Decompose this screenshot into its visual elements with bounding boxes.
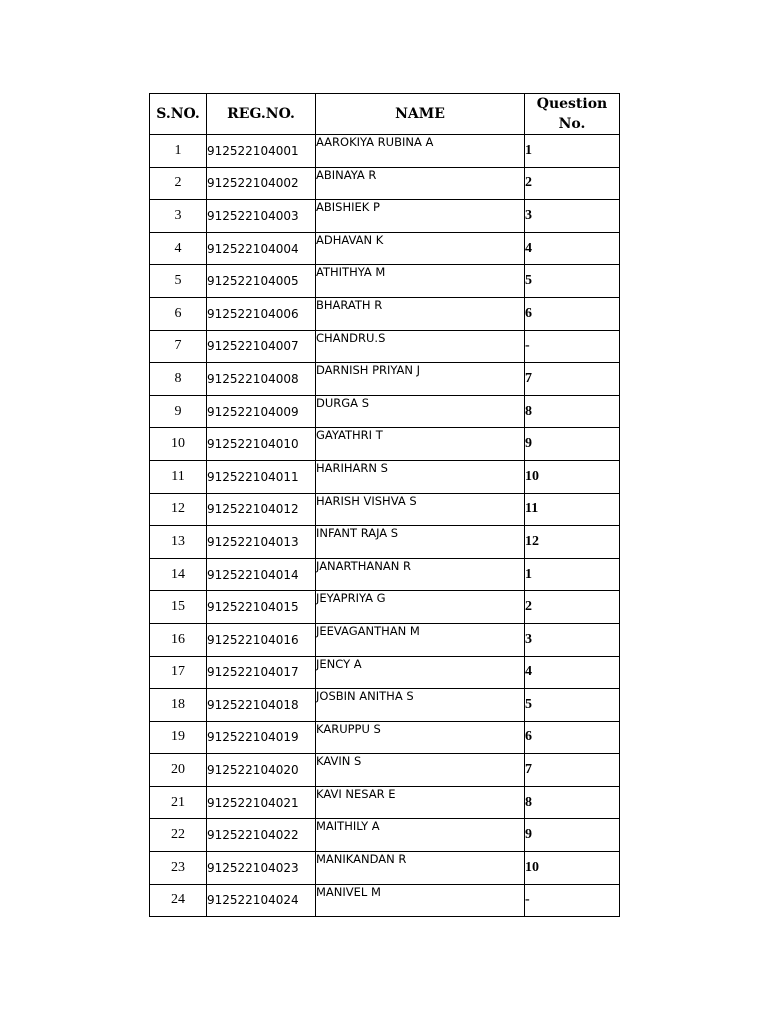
student-name-cell: HARIHARN S — [316, 460, 525, 493]
header-name: NAME — [316, 94, 525, 135]
question-number-cell: 4 — [525, 232, 620, 265]
table-header — [150, 94, 620, 135]
reg-number-cell: 912522104023 — [207, 852, 316, 885]
serial-number-cell: 4 — [150, 232, 207, 265]
student-name-cell: JENCY A — [316, 656, 525, 689]
student-name-cell: JEYAPRIYA G — [316, 591, 525, 624]
question-number-cell: - — [525, 884, 620, 917]
question-number-cell: 10 — [525, 460, 620, 493]
reg-number-cell: 912522104024 — [207, 884, 316, 917]
student-name-cell: ABISHIEK P — [316, 200, 525, 233]
serial-number-cell: 5 — [150, 265, 207, 298]
reg-number-cell: 912522104007 — [207, 330, 316, 363]
question-number-cell: 5 — [525, 689, 620, 722]
serial-number-cell: 11 — [150, 460, 207, 493]
table-row — [150, 526, 620, 559]
table-row — [150, 721, 620, 754]
serial-number-cell: 23 — [150, 852, 207, 885]
question-number-cell: 2 — [525, 167, 620, 200]
table-row — [150, 656, 620, 689]
reg-number-cell: 912522104019 — [207, 721, 316, 754]
reg-number-cell: 912522104016 — [207, 623, 316, 656]
question-number-cell: - — [525, 330, 620, 363]
table-body — [150, 135, 620, 917]
table-row — [150, 852, 620, 885]
student-name-cell: HARISH VISHVA S — [316, 493, 525, 526]
student-question-table — [149, 93, 620, 917]
header-sno: S.NO. — [150, 94, 207, 135]
serial-number-cell: 1 — [150, 135, 207, 168]
serial-number-cell: 24 — [150, 884, 207, 917]
serial-number-cell: 15 — [150, 591, 207, 624]
question-number-cell: 3 — [525, 623, 620, 656]
student-name-cell: BHARATH R — [316, 297, 525, 330]
serial-number-cell: 12 — [150, 493, 207, 526]
question-number-cell: 2 — [525, 591, 620, 624]
serial-number-cell: 3 — [150, 200, 207, 233]
question-number-cell: 9 — [525, 819, 620, 852]
serial-number-cell: 6 — [150, 297, 207, 330]
student-name-cell: MANIVEL M — [316, 884, 525, 917]
reg-number-cell: 912522104021 — [207, 786, 316, 819]
reg-number-cell: 912522104008 — [207, 363, 316, 396]
student-name-cell: MANIKANDAN R — [316, 852, 525, 885]
reg-number-cell: 912522104013 — [207, 526, 316, 559]
table-row — [150, 591, 620, 624]
question-number-cell: 9 — [525, 428, 620, 461]
header-question-no — [525, 94, 620, 135]
student-name-cell: ADHAVAN K — [316, 232, 525, 265]
student-name-cell: ABINAYA R — [316, 167, 525, 200]
reg-number-cell: 912522104003 — [207, 200, 316, 233]
student-name-cell: ATHITHYA M — [316, 265, 525, 298]
reg-number-cell: 912522104017 — [207, 656, 316, 689]
table-row — [150, 493, 620, 526]
student-name-cell: GAYATHRI T — [316, 428, 525, 461]
question-number-cell: 4 — [525, 656, 620, 689]
header-row — [150, 94, 620, 135]
serial-number-cell: 18 — [150, 689, 207, 722]
question-number-cell: 1 — [525, 558, 620, 591]
table-row — [150, 135, 620, 168]
question-number-cell: 8 — [525, 395, 620, 428]
table-row — [150, 167, 620, 200]
table-row — [150, 395, 620, 428]
header-question-no-line2: No. — [558, 116, 586, 132]
table-row — [150, 819, 620, 852]
reg-number-cell: 912522104020 — [207, 754, 316, 787]
reg-number-cell: 912522104018 — [207, 689, 316, 722]
table-row — [150, 428, 620, 461]
question-number-cell: 5 — [525, 265, 620, 298]
table-row — [150, 623, 620, 656]
table-row — [150, 232, 620, 265]
header-reg-no: REG.NO. — [207, 94, 316, 135]
reg-number-cell: 912522104011 — [207, 460, 316, 493]
serial-number-cell: 2 — [150, 167, 207, 200]
serial-number-cell: 16 — [150, 623, 207, 656]
student-name-cell: KAVIN S — [316, 754, 525, 787]
question-number-cell: 11 — [525, 493, 620, 526]
student-name-cell: INFANT RAJA S — [316, 526, 525, 559]
student-name-cell: JANARTHANAN R — [316, 558, 525, 591]
table-row — [150, 754, 620, 787]
serial-number-cell: 19 — [150, 721, 207, 754]
table-row — [150, 786, 620, 819]
student-name-cell: JEEVAGANTHAN M — [316, 623, 525, 656]
question-number-cell: 3 — [525, 200, 620, 233]
reg-number-cell: 912522104014 — [207, 558, 316, 591]
reg-number-cell: 912522104005 — [207, 265, 316, 298]
serial-number-cell: 21 — [150, 786, 207, 819]
question-number-cell: 7 — [525, 754, 620, 787]
table-row — [150, 460, 620, 493]
reg-number-cell: 912522104022 — [207, 819, 316, 852]
student-name-cell: CHANDRU.S — [316, 330, 525, 363]
table-row — [150, 200, 620, 233]
reg-number-cell: 912522104006 — [207, 297, 316, 330]
serial-number-cell: 17 — [150, 656, 207, 689]
table-row — [150, 884, 620, 917]
table-row — [150, 297, 620, 330]
serial-number-cell: 9 — [150, 395, 207, 428]
reg-number-cell: 912522104012 — [207, 493, 316, 526]
reg-number-cell: 912522104004 — [207, 232, 316, 265]
question-number-cell: 8 — [525, 786, 620, 819]
reg-number-cell: 912522104001 — [207, 135, 316, 168]
header-question-no-line1: Question — [536, 96, 608, 112]
serial-number-cell: 22 — [150, 819, 207, 852]
serial-number-cell: 14 — [150, 558, 207, 591]
table-row — [150, 265, 620, 298]
student-name-cell: JOSBIN ANITHA S — [316, 689, 525, 722]
reg-number-cell: 912522104009 — [207, 395, 316, 428]
reg-number-cell: 912522104002 — [207, 167, 316, 200]
table-row — [150, 689, 620, 722]
question-number-cell: 6 — [525, 721, 620, 754]
serial-number-cell: 8 — [150, 363, 207, 396]
serial-number-cell: 10 — [150, 428, 207, 461]
student-name-cell: KARUPPU S — [316, 721, 525, 754]
student-name-cell: KAVI NESAR E — [316, 786, 525, 819]
question-number-cell: 12 — [525, 526, 620, 559]
serial-number-cell: 20 — [150, 754, 207, 787]
student-name-cell: DURGA S — [316, 395, 525, 428]
question-number-cell: 6 — [525, 297, 620, 330]
student-name-cell: MAITHILY A — [316, 819, 525, 852]
student-name-cell: AAROKIYA RUBINA A — [316, 135, 525, 168]
question-number-cell: 1 — [525, 135, 620, 168]
serial-number-cell: 13 — [150, 526, 207, 559]
table-row — [150, 558, 620, 591]
question-number-cell: 10 — [525, 852, 620, 885]
table-row — [150, 330, 620, 363]
reg-number-cell: 912522104015 — [207, 591, 316, 624]
serial-number-cell: 7 — [150, 330, 207, 363]
student-name-cell: DARNISH PRIYAN J — [316, 363, 525, 396]
table-row — [150, 363, 620, 396]
reg-number-cell: 912522104010 — [207, 428, 316, 461]
question-number-cell: 7 — [525, 363, 620, 396]
